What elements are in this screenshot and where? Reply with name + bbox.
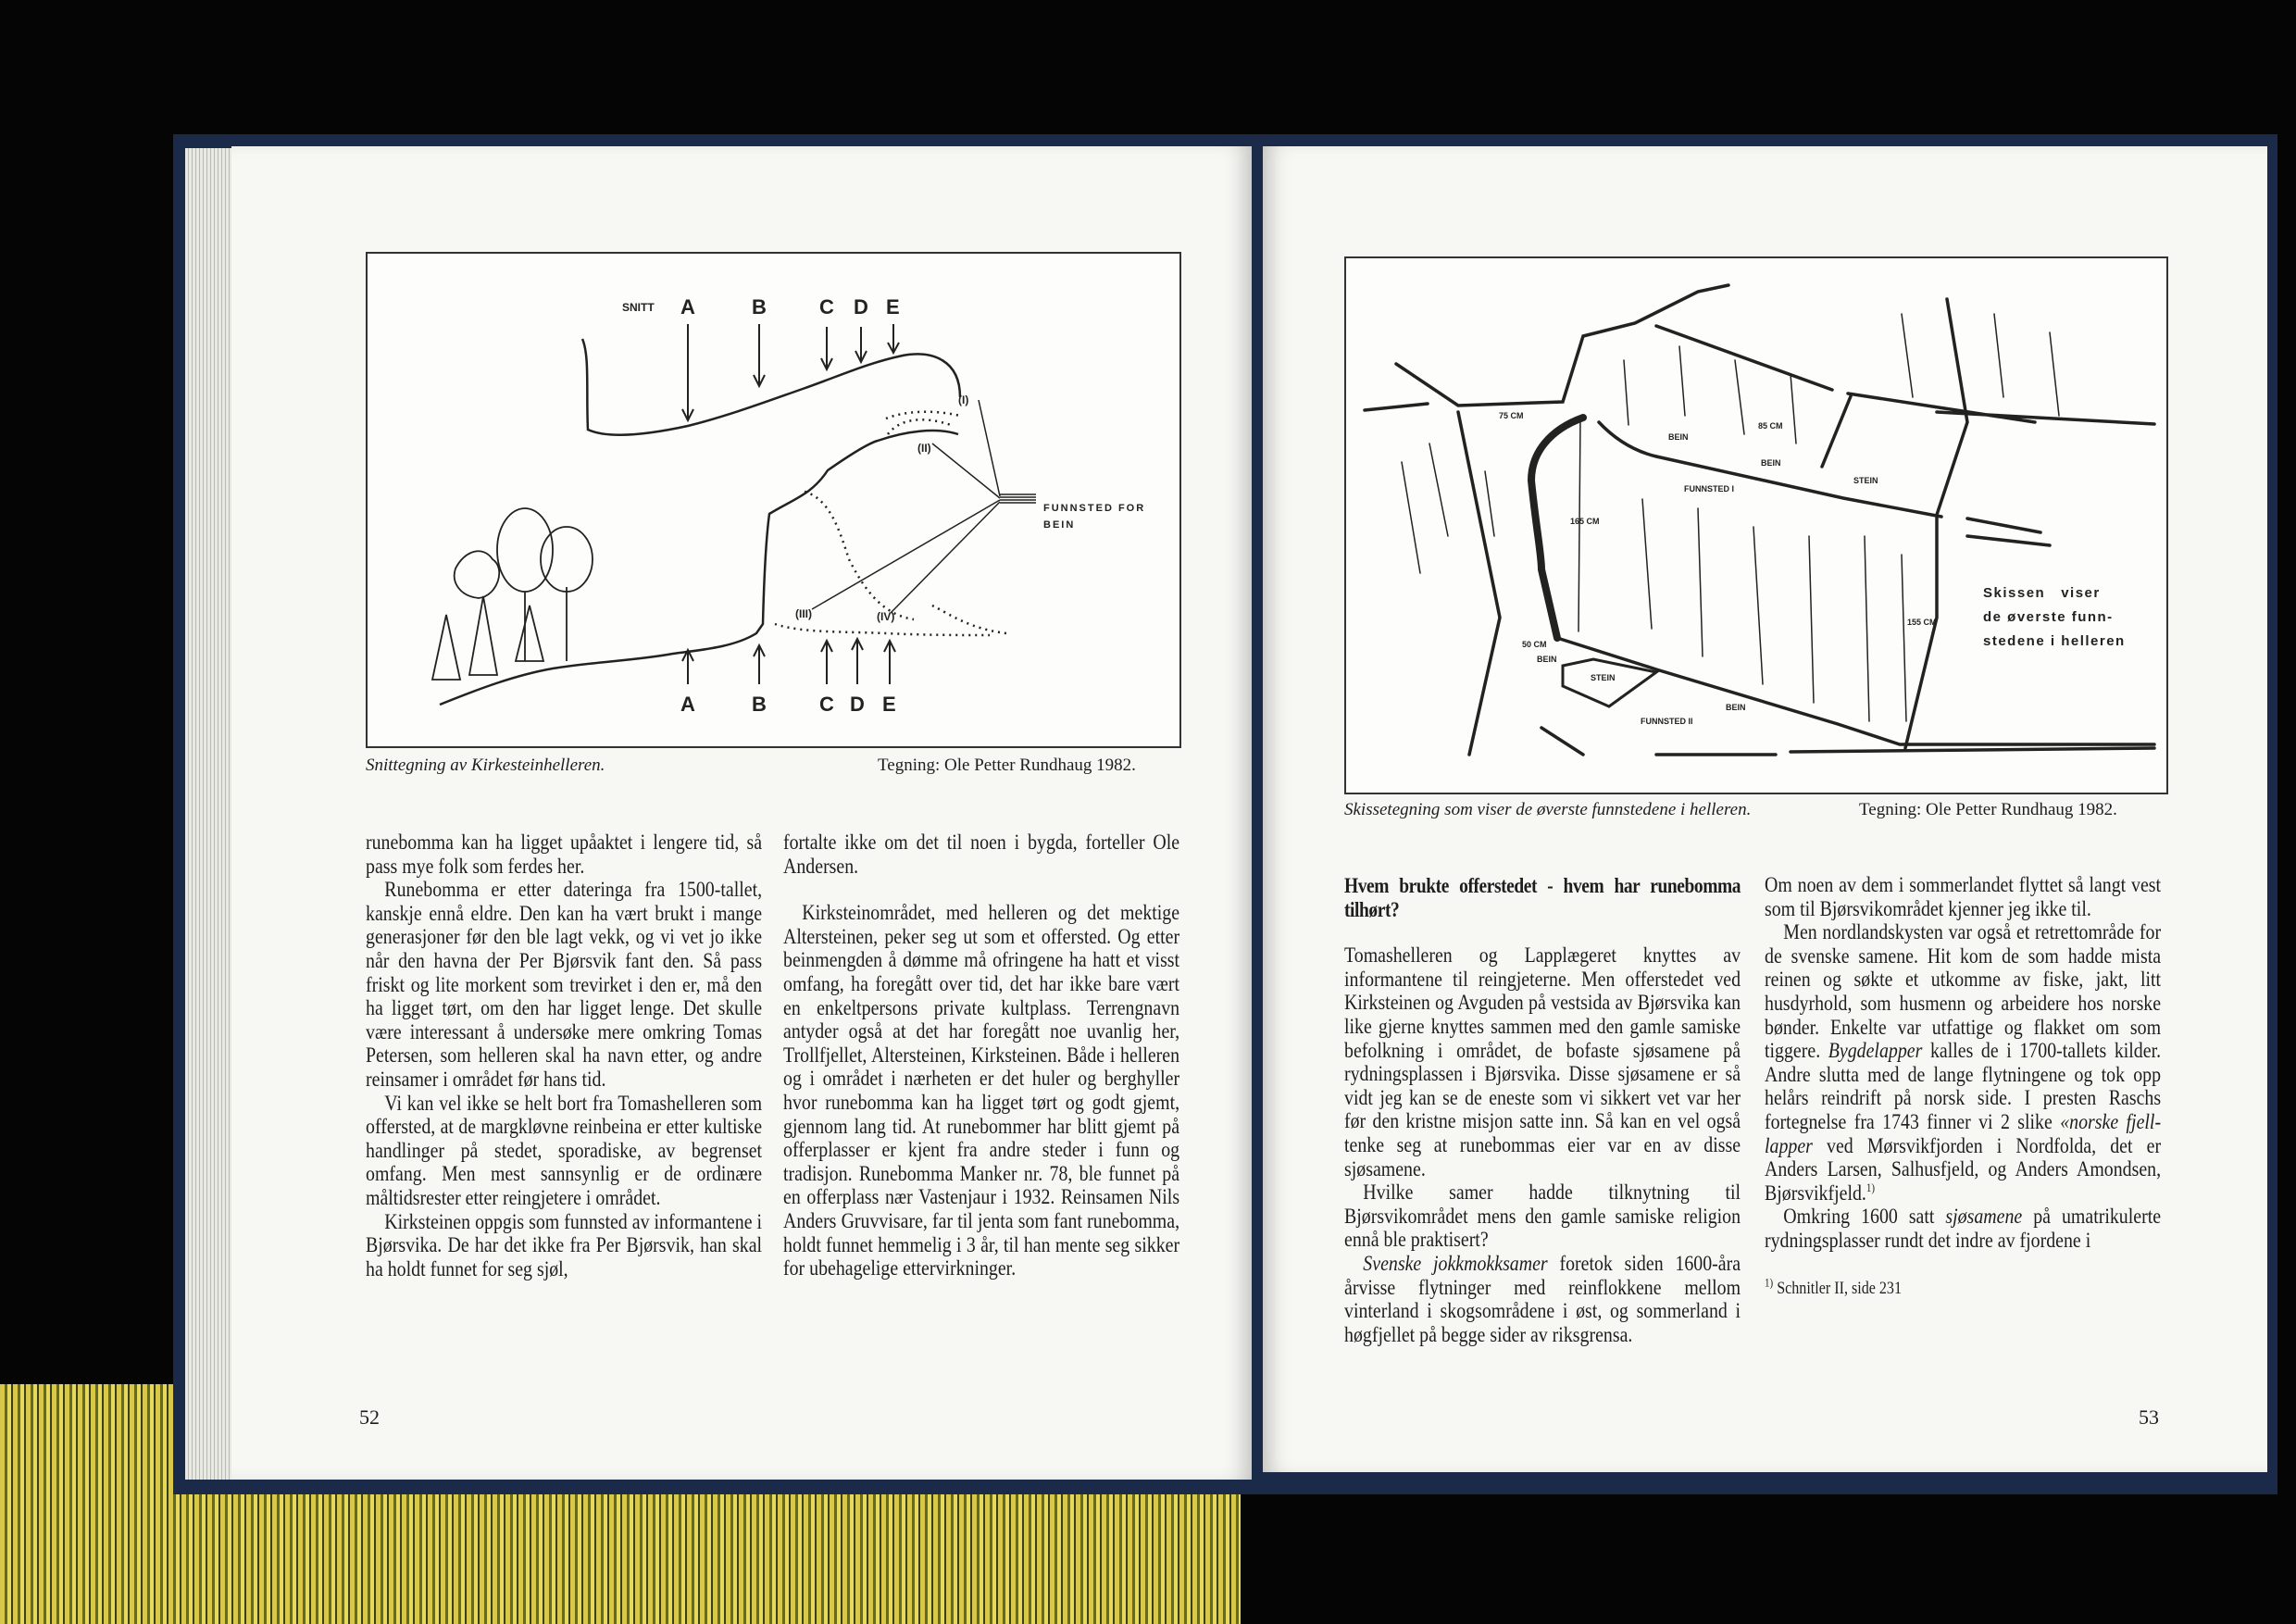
- side-text-line-1: Skissen viser: [1983, 585, 2101, 601]
- paragraph: Om noen av dem i sommerlandet flyttet så langt vest som til Bjørsvikområdet kjenner jeg ikke til.: [1765, 873, 2162, 921]
- paragraph: Runebomma er etter dateringa fra 1500-tallet, kanskje ennå eldre. Den kan ha vært brukt i mange generasjoner før den ble lagt vekk, og vi vet jo ikke når den havna der Per Bjørsvik fant den. Så pass friskt og lite morkent som trevirket i den er, må den ha ligget tørt, om den har ligget lenge. Det skulle være interessant å undersøke mere omkring Tomas Petersen, som helleren skal ha navn etter, og andre reinsamer i området før hans tid.: [366, 878, 763, 1092]
- figure-caption-right: Skissetegning som viser de øverste funnstedene i helleren.: [1344, 800, 1752, 819]
- bein-label-3: BEIN: [1537, 655, 1557, 664]
- page-edges: [185, 148, 233, 1480]
- sketch-drawing-svg: [1346, 258, 2166, 793]
- funnsted-2-label: FUNNSTED II: [1641, 717, 1693, 726]
- find-labels: [795, 394, 968, 623]
- snitt-label: SNITT: [622, 301, 655, 314]
- section-letter-e-top: E: [886, 295, 900, 319]
- bein-label-4: BEIN: [1726, 703, 1746, 712]
- section-letter-c-top: C: [819, 295, 834, 319]
- paragraph: Kirksteinområdet, med helleren og det mektige Altersteinen, peker seg ut som et offersted. Og etter beinmengden å dømme må ofringene ha hatt et visst omfang, ha foregått over tid, det har ikke bare vært en enkeltpersons private kultplass. Terrengnavn antyder også at det har foregått noe uvanlig her, Trollfjellet, Altersteinen, Kirksteinen. Både i helleren og i området i nærheten er det huler og berghyller hvor runebomma kan ha ligget tørt og godt gjemt, gjennom lang tid. At runebommer har blitt gjemt på offerplasser er kjent fra andre steder i funn og tradisjon. Runebomma Manker nr. 78, ble funnet på en offerplass nær Vastenjaur i 1932. Reinsamen Nils Anders Gruvvisare, far til jenta som fant runebomma, holdt funnet hemmelig i 3 år, til han mente seg sikker for ubehagelige ettervirkninger.: [783, 901, 1180, 1281]
- dotted-deposit: [775, 412, 1006, 635]
- rock-ridge: [1396, 285, 1728, 406]
- section-letter-d-bottom: D: [850, 693, 865, 716]
- paragraph: Kirksteinen oppgis som funnsted av informantene i Bjørsvika. De har det ikke fra Per Bjørsvik, han skal ha holdt funnet for seg sjøl,: [366, 1209, 763, 1281]
- measure-85: 85 CM: [1758, 421, 1783, 431]
- top-section-letters: [680, 295, 900, 319]
- figure-caption-left: Snittegning av Kirkesteinhelleren.: [366, 756, 605, 775]
- footnote: $^{1)}$ Schnitler II, side 231: [1765, 1275, 1903, 1298]
- section-heading: Hvem brukte offerstedet - hvem har runebomma tilhørt?: [1344, 874, 1741, 921]
- find-label-3: (III): [795, 607, 812, 620]
- left-page: [231, 146, 1252, 1480]
- bein-label-2: BEIN: [1761, 458, 1781, 468]
- left-column-2: [783, 831, 1179, 1281]
- right-column-1: [1344, 874, 1741, 1347]
- figure-credit-left: Tegning: Ole Petter Rundhaug 1982.: [878, 756, 1136, 775]
- section-drawing: [366, 252, 1181, 748]
- measure-165: 165 CM: [1570, 517, 1600, 526]
- paragraph: Omkring 1600 satt sjøsamene på umatrikulerte rydningsplasser rundt det indre av fjordene i: [1765, 1205, 2162, 1253]
- right-page: [1263, 146, 2267, 1472]
- up-arrows: [682, 639, 895, 684]
- funnsted-label: FUNNSTED FOR: [1043, 503, 1146, 514]
- paragraph: Hvilke samer hadde tilknytning til Bjørsvikområdet mens den gamle samiske religion ennå ble praktisert?: [1344, 1181, 1741, 1253]
- side-text-line-3: stedene i helleren: [1983, 633, 2126, 649]
- paragraph: runebomma kan ha ligget upåaktet i lengere tid, så pass mye folk som ferdes her.: [366, 831, 763, 879]
- scan-artifact-stripes: [0, 1486, 1241, 1624]
- footnote-ref: 1): [1866, 1180, 1876, 1194]
- stein-label-1: STEIN: [1853, 476, 1878, 485]
- bein-label-1: BEIN: [1668, 432, 1689, 442]
- sketch-side-text: [1983, 585, 2126, 649]
- side-text-line-2: de øverste funn-: [1983, 609, 2114, 625]
- section-letter-e-bottom: E: [882, 693, 896, 716]
- section-letter-d-top: D: [854, 295, 868, 319]
- right-column-2: [1765, 874, 2161, 1300]
- measure-155: 155 CM: [1907, 618, 1937, 627]
- cave-floor-outline: [440, 431, 958, 705]
- cave-edge: [1531, 418, 1583, 638]
- left-column-1: [366, 831, 762, 1281]
- paragraph: Svenske jokkmokksamer foretok siden 1600-åra årvisse flytninger med reinflokkene mellom vinterland i skogsområdene i øst, og sommerland i høgfjellet på begge sider av riksgrensa.: [1344, 1251, 1741, 1347]
- paragraph: fortalte ikke om det til noen i bygda, forteller Ole Andersen.: [783, 831, 1180, 879]
- page-number: 52: [359, 1405, 380, 1429]
- section-letter-a-bottom: A: [680, 693, 695, 716]
- ledge: [1599, 422, 1941, 517]
- bein-label: BEIN: [1043, 519, 1076, 531]
- section-letter-a-top: A: [680, 295, 695, 319]
- paragraph: Vi kan vel ikke se helt bort fra Tomashelleren som offersted, at de margkløvne reinbeina er etter kultiske handlinger på stedet, sporadiske, av begrenset omfang. Men mest sannsynlig er de ordinære måltidsrester etter reingjetere i området.: [366, 1091, 763, 1210]
- paragraph: Men nordlandskysten var også et retrettområde for de svenske samene. Hit kom de som hadde mista reinen og søkte et utkomme av fiske, jakt, litt husdyrhold, som husmenn og arbeidere hos norske bønder. Enkelte var utfattige og flakket om som tiggere. Bygdelapper kalles de i 1700-tallets kilder. Andre slutta med de lange flytningene og tok opp helårs reindrift på norsk side. I presten Raschs fortegnelse fra 1743 finner vi 2 slike «norske fjell-lapper ved Mørsvikfjorden i Nordfolda, det er Anders Larsen, Salhusfjeld, og Anders Amondsen, Bjørsvikfjeld.$^{1)}$: [1765, 920, 2162, 1206]
- funnsted-1-label: FUNNSTED I: [1684, 484, 1734, 493]
- find-label-2: (II): [917, 442, 931, 455]
- paragraph: Tomashelleren og Lapplægeret knyttes av informantene til reingjeterne. Men offerstedet ved Kirksteinen og Avguden på vestsida av Bjørsvika kan like gjerne knyttes sammen med den gamle samiske befolkning i området, de bofaste sjøsamene på rydningsplassen i Bjørsvika. Disse sjøsamene er så vidt jeg kan se de eneste som vi sikkert vet var her før den kristne misjon satte inn. Så kan en vel også tenke seg at runebommas eier var en av disse sjøsamene.: [1344, 943, 1741, 1181]
- page-number: 53: [2139, 1405, 2159, 1429]
- measure-75: 75 CM: [1499, 411, 1524, 420]
- down-arrows: [682, 324, 899, 420]
- section-drawing-svg: [368, 254, 1179, 746]
- section-letter-b-top: B: [752, 295, 767, 319]
- sketch-drawing: [1344, 256, 2168, 794]
- measurement-labels: [1499, 411, 1937, 726]
- section-letter-b-bottom: B: [752, 693, 767, 716]
- stein-label-2: STEIN: [1591, 673, 1616, 682]
- section-letter-c-bottom: C: [819, 693, 834, 716]
- trees-icon: [432, 508, 593, 680]
- measure-50: 50 CM: [1522, 640, 1547, 649]
- figure-credit-right: Tegning: Ole Petter Rundhaug 1982.: [1859, 800, 2117, 819]
- find-label-1: (I): [958, 394, 969, 406]
- cave-roof-outline: [582, 339, 960, 435]
- bottom-section-letters: [680, 693, 896, 716]
- find-label-4: (IV): [877, 610, 895, 623]
